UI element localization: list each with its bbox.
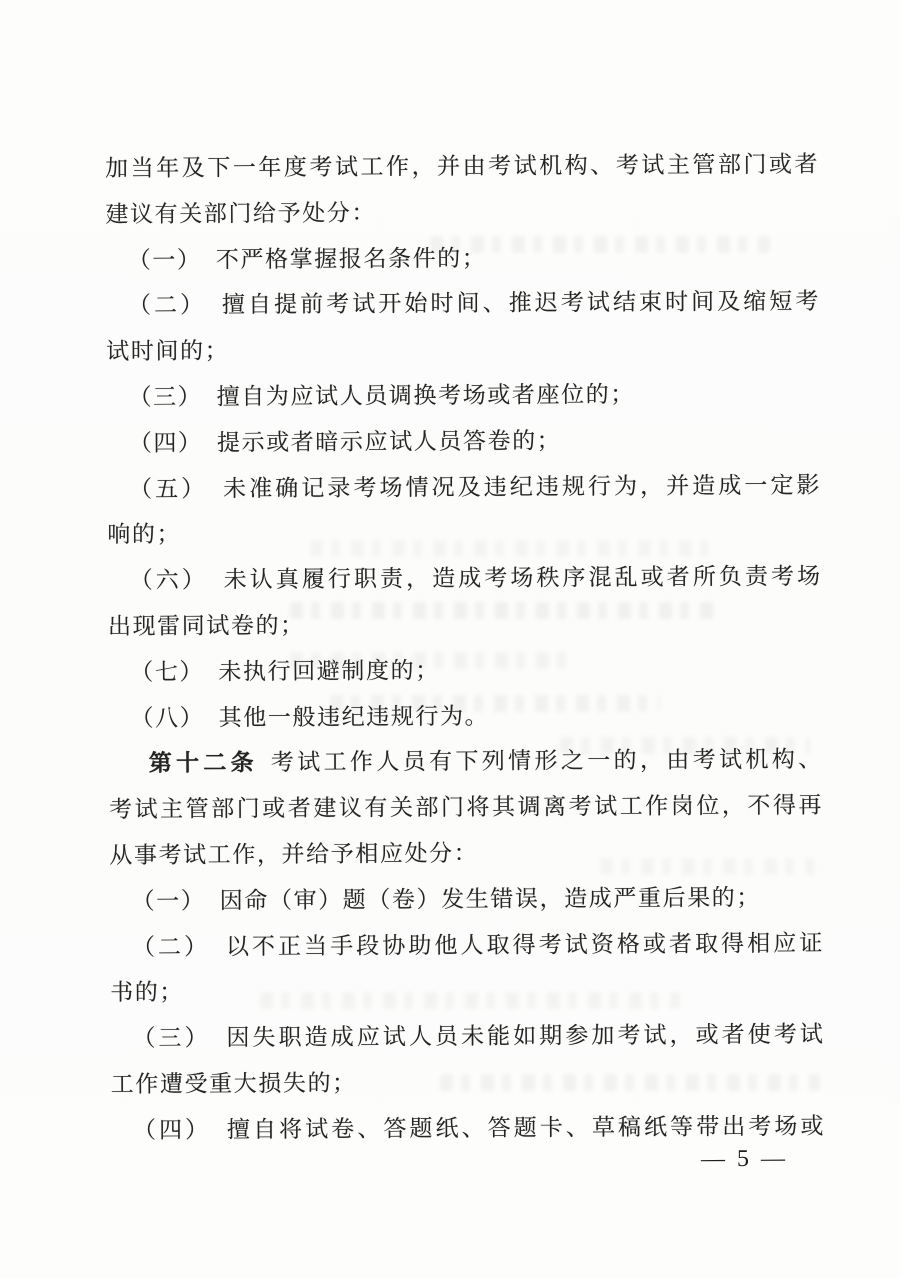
document-body [105, 142, 825, 1154]
line-text: （五） 未准确记录考场情况及违纪违规行为，并造成一定影 [129, 472, 822, 502]
text-line [108, 554, 822, 604]
line-text: 加当年及下一年度考试工作，并由考试机构、考试主管部门或者 [105, 151, 820, 181]
text-line [109, 874, 823, 924]
line-text: 出现雷同试卷的； [107, 612, 305, 639]
text-line [106, 279, 820, 329]
text-line [110, 1012, 824, 1062]
line-text: （六） 未认真履行职责，造成考场秩序混乱或者所负责考场 [129, 563, 822, 594]
text-line [105, 187, 819, 237]
text-line [109, 783, 823, 833]
line-text: 考试工作人员有下列情形之一的，由考试机构、 [270, 746, 823, 776]
line-text: 试时间的； [106, 338, 230, 365]
line-text: （三） 擅自为应试人员调换考场或者座位的； [128, 381, 635, 410]
line-text: （二） 以不正当手段协助他人取得考试资格或者取得相应证 [131, 930, 824, 960]
line-text: （三） 因失职造成应试人员未能如期参加考试，或者使考试 [132, 1021, 825, 1051]
text-line [106, 325, 820, 375]
line-text: 建议有关部门给予处分： [105, 200, 377, 227]
text-line [106, 371, 820, 421]
text-line [108, 600, 822, 650]
line-text: 书的； [110, 979, 185, 1006]
text-line [107, 508, 821, 558]
line-text: （四） 擅自将试卷、答题纸、答题卡、草稿纸等带出考场或 [132, 1113, 826, 1143]
text-line [107, 462, 821, 512]
line-text: 从事考试工作，并给予相应处分： [109, 840, 479, 868]
line-text: （二） 擅自提前考试开始时间、推迟考试结束时间及缩短考 [127, 289, 821, 319]
text-line [109, 829, 823, 879]
text-line [108, 645, 822, 695]
text-line [110, 920, 824, 970]
text-line [111, 1058, 825, 1108]
text-line [109, 737, 823, 787]
line-text: 工作遭受重大损失的； [110, 1070, 357, 1097]
text-line [108, 691, 822, 741]
line-text: 考试主管部门或者建议有关部门将其调离考试工作岗位，不得再 [108, 792, 824, 823]
text-line [106, 233, 820, 283]
line-text: （一） 不严格掌握报名条件的； [127, 245, 487, 273]
text-line [107, 416, 821, 466]
line-text: 响的； [107, 521, 182, 548]
text-line [110, 966, 824, 1016]
line-text: （一） 因命（审）题（卷）发生错误，造成严重后果的； [131, 884, 762, 914]
line-text: （八） 其他一般违纪违规行为。 [130, 703, 490, 731]
line-text: （七） 未执行回避制度的； [130, 657, 440, 685]
page-number: — 5 — [700, 1145, 789, 1173]
text-line [105, 142, 819, 192]
line-text: （四） 提示或者暗示应试人员答卷的； [128, 427, 562, 456]
article-number-label: 第十二条 [148, 749, 258, 777]
